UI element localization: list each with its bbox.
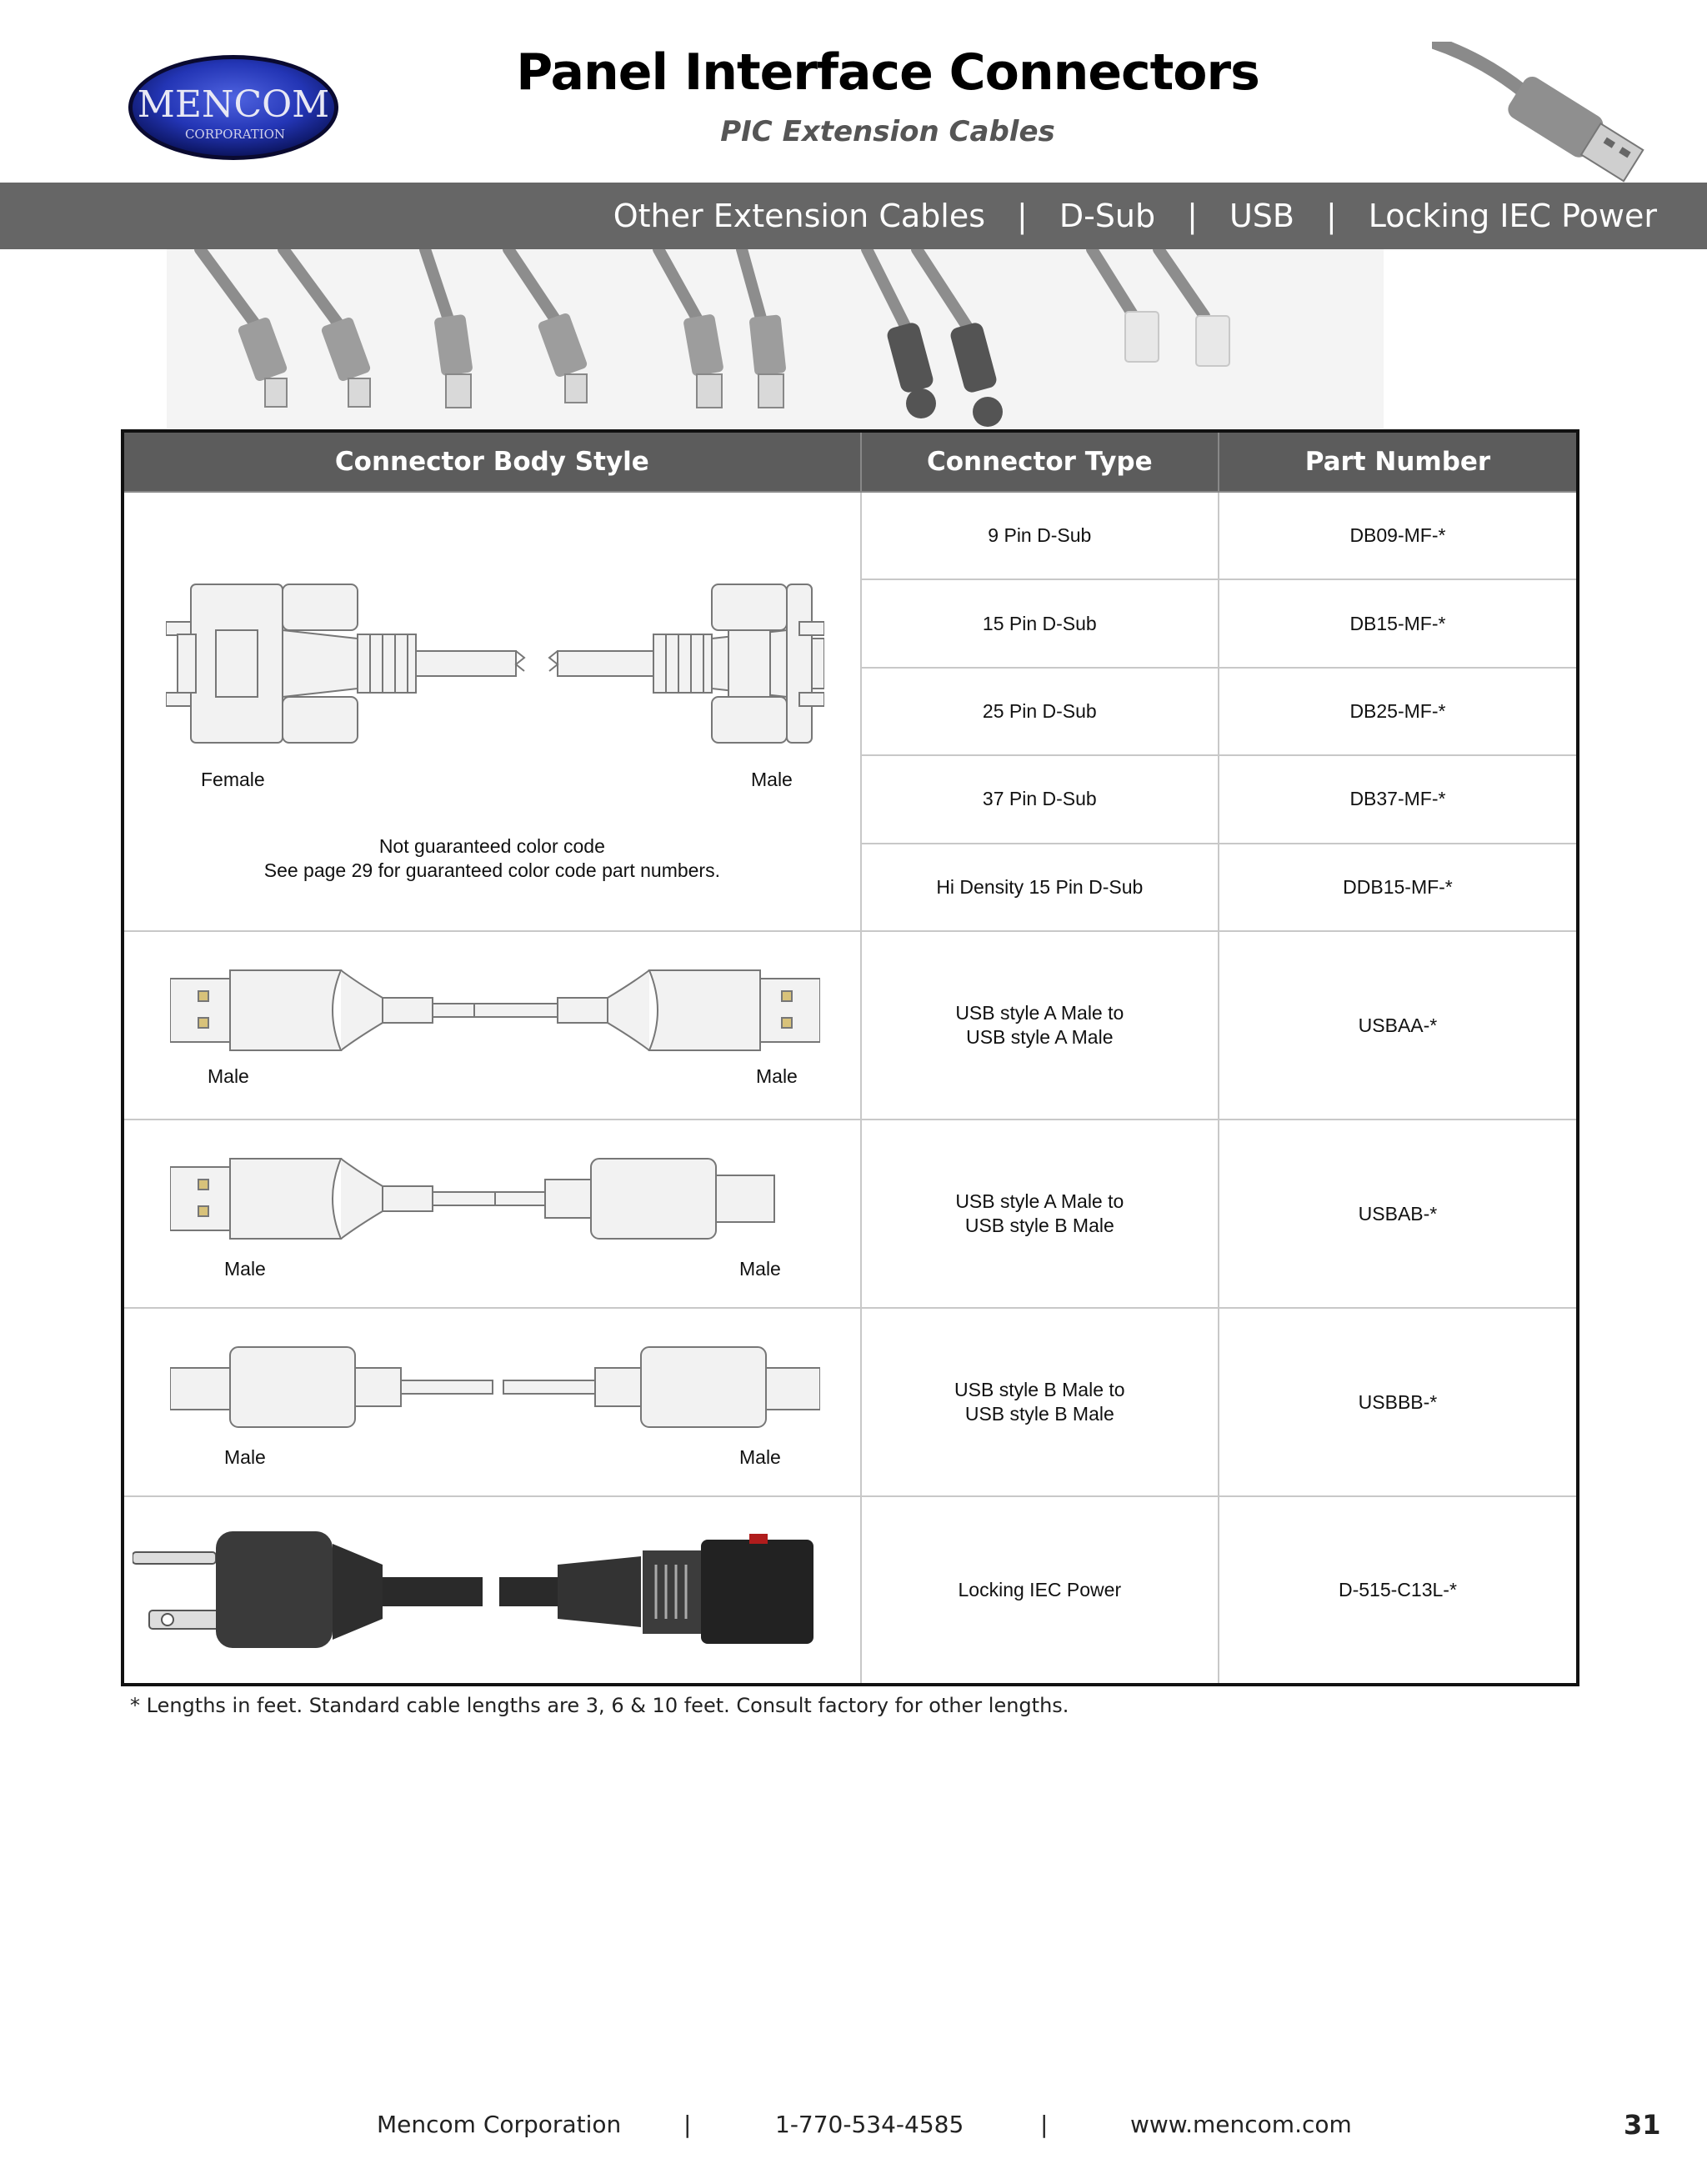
part-number-cell: DB37-MF-* <box>1219 755 1578 843</box>
connector-type-cell: Hi Density 15 Pin D-Sub <box>861 844 1219 931</box>
usb-ab-body-style-cell <box>123 1120 861 1308</box>
usb-a-to-b-drawing <box>170 1155 820 1246</box>
male-label: Male <box>739 1258 781 1280</box>
usb-plug-photo <box>1432 42 1649 183</box>
cable-banner-photo <box>167 249 1384 428</box>
connector-type-cell: 15 Pin D-Sub <box>861 579 1219 667</box>
male-label: Male <box>739 1446 781 1468</box>
nav-separator: | <box>1187 198 1198 234</box>
usb-bb-body-style-cell <box>123 1308 861 1496</box>
usb-a-to-a-drawing <box>170 966 820 1058</box>
male-label: Male <box>224 1446 266 1468</box>
part-number-cell: USBBB-* <box>1219 1308 1578 1496</box>
part-number-cell: DDB15-MF-* <box>1219 844 1578 931</box>
footer-website[interactable]: www.mencom.com <box>1130 2111 1352 2138</box>
male-label: Male <box>224 1258 266 1280</box>
length-footnote: * Lengths in feet. Standard cable lengths are 3, 6 & 10 feet. Consult factory for other lengths. <box>130 1694 1069 1717</box>
nav-other-extension-cables[interactable]: Other Extension Cables <box>613 198 986 234</box>
iec-power-cord-drawing <box>133 1519 858 1661</box>
part-number-cell: USBAA-* <box>1219 931 1578 1120</box>
female-label: Female <box>201 769 265 790</box>
spec-table <box>121 429 1579 1686</box>
connector-type-cell: USB style A Male to USB style A Male <box>861 931 1219 1120</box>
footer-separator: | <box>1040 2111 1049 2138</box>
table-row <box>123 1496 1578 1685</box>
footer-phone: 1-770-534-4585 <box>775 2111 964 2138</box>
nav-bar <box>0 183 1707 249</box>
iec-power-body-style-cell <box>123 1496 861 1685</box>
table-row <box>123 492 1578 579</box>
column-header-part-number: Part Number <box>1219 431 1578 492</box>
footer-separator: | <box>683 2111 692 2138</box>
svg-text:MENCOM: MENCOM <box>137 83 330 126</box>
part-number-cell: USBAB-* <box>1219 1120 1578 1308</box>
color-code-note: Not guaranteed color code See page 29 for guaranteed color code part numbers. <box>263 835 720 881</box>
table-row <box>123 1120 1578 1308</box>
page-title: Panel Interface Connectors <box>516 43 1259 102</box>
nav-usb[interactable]: USB <box>1229 198 1294 234</box>
male-label: Male <box>208 1065 249 1087</box>
nav-d-sub[interactable]: D-Sub <box>1059 198 1156 234</box>
male-label: Male <box>756 1065 798 1087</box>
part-number-cell: D-515-C13L-* <box>1219 1496 1578 1685</box>
page-subtitle: PIC Extension Cables <box>720 115 1055 148</box>
table-row <box>123 1308 1578 1496</box>
connector-type-cell: USB style A Male to USB style B Male <box>861 1120 1219 1308</box>
nav-locking-iec-power[interactable]: Locking IEC Power <box>1368 198 1657 234</box>
part-number-cell: DB15-MF-* <box>1219 579 1578 667</box>
connector-type-cell: 9 Pin D-Sub <box>861 492 1219 579</box>
usb-b-to-b-drawing <box>170 1343 820 1435</box>
nav-separator: | <box>1017 198 1028 234</box>
connector-type-cell: USB style B Male to USB style B Male <box>861 1308 1219 1496</box>
connector-type-cell: 37 Pin D-Sub <box>861 755 1219 843</box>
column-header-body-style: Connector Body Style <box>123 431 861 492</box>
footer-company: Mencom Corporation <box>377 2111 622 2138</box>
table-row <box>123 931 1578 1120</box>
svg-text:CORPORATION: CORPORATION <box>184 127 286 142</box>
page-number: 31 <box>1624 2109 1661 2141</box>
usb-aa-body-style-cell <box>123 931 861 1120</box>
table-header-row <box>123 431 1578 492</box>
nav-separator: | <box>1325 198 1337 234</box>
part-number-cell: DB09-MF-* <box>1219 492 1578 579</box>
connector-type-cell: 25 Pin D-Sub <box>861 668 1219 755</box>
column-header-connector-type: Connector Type <box>861 431 1219 492</box>
dsub-cable-drawing <box>166 576 824 751</box>
dsub-body-style-cell <box>123 492 861 931</box>
connector-type-cell: Locking IEC Power <box>861 1496 1219 1685</box>
part-number-cell: DB25-MF-* <box>1219 668 1578 755</box>
male-label: Male <box>751 769 793 790</box>
